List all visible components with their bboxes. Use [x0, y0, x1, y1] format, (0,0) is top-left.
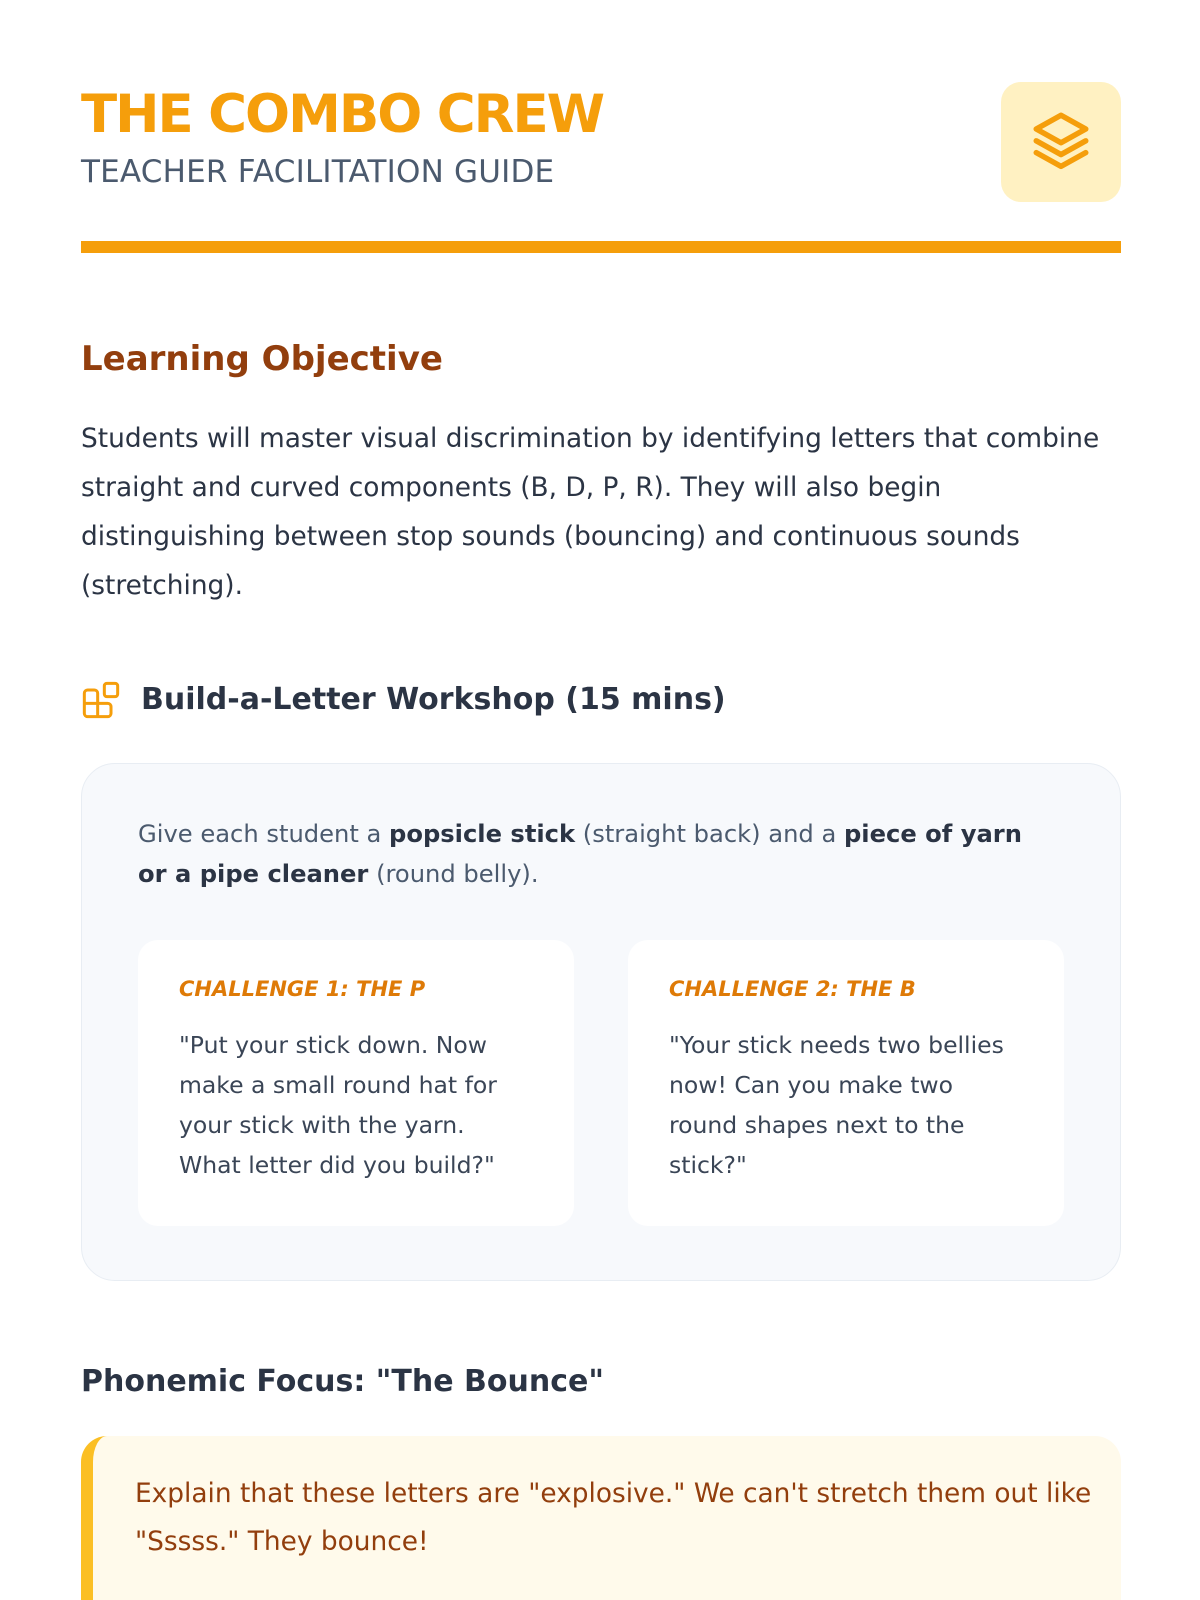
intro-text-1: Give each student a — [138, 820, 390, 848]
phonemic-focus-heading: Phonemic Focus: "The Bounce" — [81, 1364, 604, 1399]
workshop-header — [81, 676, 726, 724]
header-divider — [81, 241, 1121, 253]
intro-bold-popsicle-stick: popsicle stick — [389, 820, 576, 848]
guide-header — [81, 82, 1121, 202]
workshop-heading: Build-a-Letter Workshop (15 mins) — [141, 682, 726, 717]
intro-text-2: (straight back) and a — [575, 820, 844, 848]
guide-title: THE COMBO CREW — [81, 84, 604, 145]
challenge-card-1 — [138, 940, 574, 1226]
logo-tile — [1001, 82, 1121, 202]
layers-icon — [1028, 107, 1094, 177]
challenge-label: CHALLENGE 2: THE B — [669, 977, 916, 1001]
challenge-quote: "Put your stick down. Now make a small round hat for your stick with the yarn. What letter did you build?" — [179, 1031, 497, 1179]
learning-objective-text: Students will master visual discrimination by identifying letters that combine straight and curved components (B, D, P, R). They will also begin distinguishing between stop sounds (bouncing) and continuous sounds (stretching). — [81, 423, 1100, 601]
challenge-quote: "Your stick needs two bellies now! Can you make two round shapes next to the stick?" — [669, 1031, 1004, 1179]
challenge-card-2 — [628, 940, 1064, 1226]
intro-text-3: (round belly). — [368, 860, 539, 888]
intro-bold-yarn: piece of yarn or a pipe cleaner — [138, 820, 1022, 888]
phonemic-callout-text: Explain that these letters are "explosive." We can't stretch them out like "Sssss." They bounce! — [135, 1478, 1092, 1557]
challenge-label: CHALLENGE 1: THE P — [179, 977, 426, 1001]
blocks-icon — [81, 680, 121, 720]
guide-subtitle: TEACHER FACILITATION GUIDE — [81, 154, 555, 190]
workshop-intro — [138, 814, 1038, 894]
phonemic-callout — [81, 1436, 1121, 1600]
learning-objective-heading: Learning Objective — [81, 339, 443, 379]
workshop-card — [81, 763, 1121, 1281]
